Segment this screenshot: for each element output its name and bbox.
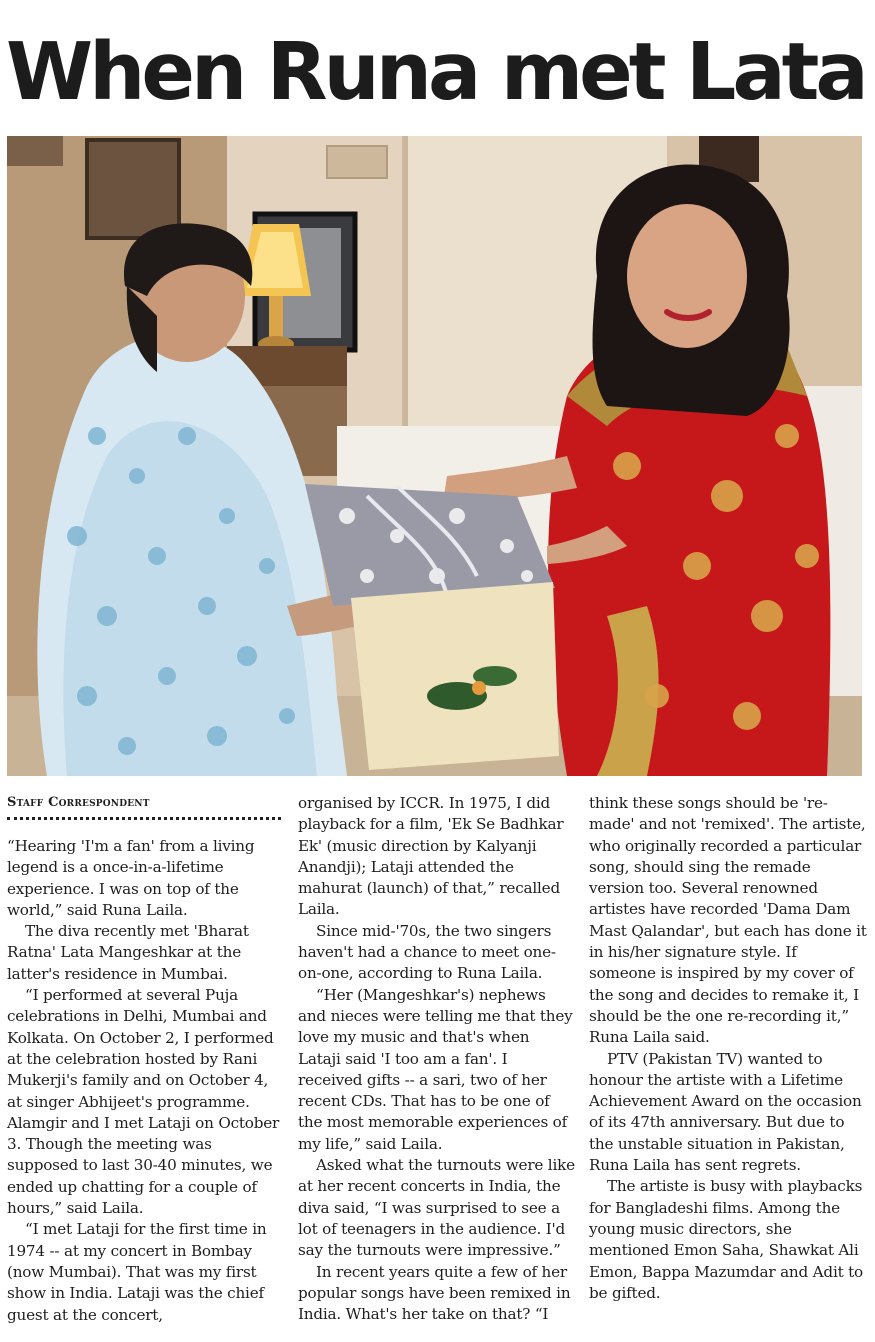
- paragraph: “I performed at several Puja celebrations in Delhi, Mumbai and Kolkata. On October 2, I performed at the celebration hosted by Rani Mukerji's family and on October 4, at singer Abhijeet's programme. Alamgir and I met Lataji on October 3. Though the meeting was supposed to last 30-40 minutes, we ended up chatting for a couple of hours,” said Laila.: [7, 986, 280, 1218]
- paragraph: The diva recently met 'Bharat Ratna' Lata Mangeshkar at the latter's residence in Mumbai.: [7, 922, 249, 983]
- news-photo: [7, 136, 862, 776]
- byline-divider: [7, 817, 281, 820]
- paragraph: “Her (Mangeshkar's) nephews and nieces were telling me that they love my music and that's when Lataji said 'I too am a fan'. I received gifts -- a sari, two of her recent CDs. That has to be one of the most memorable experiences of my life,” said Laila.: [298, 985, 573, 1153]
- paragraph: The artiste is busy with playbacks for Bangladeshi films. Among the young music directors, she mentioned Emon Saha, Shawkat Ali Emon, Bappa Mazumdar and Adit to be gifted.: [589, 1177, 863, 1302]
- headline: When Runa met Lata: [6, 26, 865, 118]
- byline: Staff Correspondent: [7, 795, 150, 810]
- paragraph: “Hearing 'I'm a fan' from a living legend is a once-in-a-lifetime experience. I was on top of the world,” said Runa Laila.: [7, 837, 255, 919]
- photo-illustration: [7, 136, 862, 776]
- article-column-3: [589, 793, 867, 1304]
- paragraph: organised by ICCR. In 1975, I did playback for a film, 'Ek Se Badhkar Ek' (music direction by Kalyanji Anandji); Lataji attended the mahurat (launch) of that,” recalled Laila.: [298, 794, 564, 919]
- paragraph: “I met Lataji for the first time in 1974 -- at my concert in Bombay (now Mumbai). That was my first show in India. Lataji was the chief guest at the concert,: [7, 1220, 267, 1324]
- paragraph: Asked what the turnouts were like at her recent concerts in India, the diva said, “I was surprised to see a lot of teenagers in the audience. I'd say the turnouts were impressive.”: [298, 1156, 575, 1260]
- paragraph: think these songs should be 're-made' and not 'remixed'. The artiste, who originally recorded a particular song, should sing the remade version too. Several renowned artistes have recorded 'Dama Dam Mast Qalandar', but each has done it in his/her signature style. If someone is inspired by my cover of the song and decides to remake it, I should be the one re-recording it,” Runa Laila said.: [589, 794, 867, 1047]
- article-column-1: [7, 793, 285, 1326]
- article-column-2: [298, 793, 576, 1325]
- paragraph: In recent years quite a few of her popular songs have been remixed in India. What's her take on that? “I: [298, 1262, 571, 1324]
- paragraph: Since mid-'70s, the two singers haven't had a chance to meet one-on-one, according to Runa Laila.: [298, 921, 556, 983]
- paragraph: PTV (Pakistan TV) wanted to honour the artiste with a Lifetime Achievement Award on the occasion of its 47th anniversary. But due to the unstable situation in Pakistan, Runa Laila has sent regrets.: [589, 1049, 862, 1175]
